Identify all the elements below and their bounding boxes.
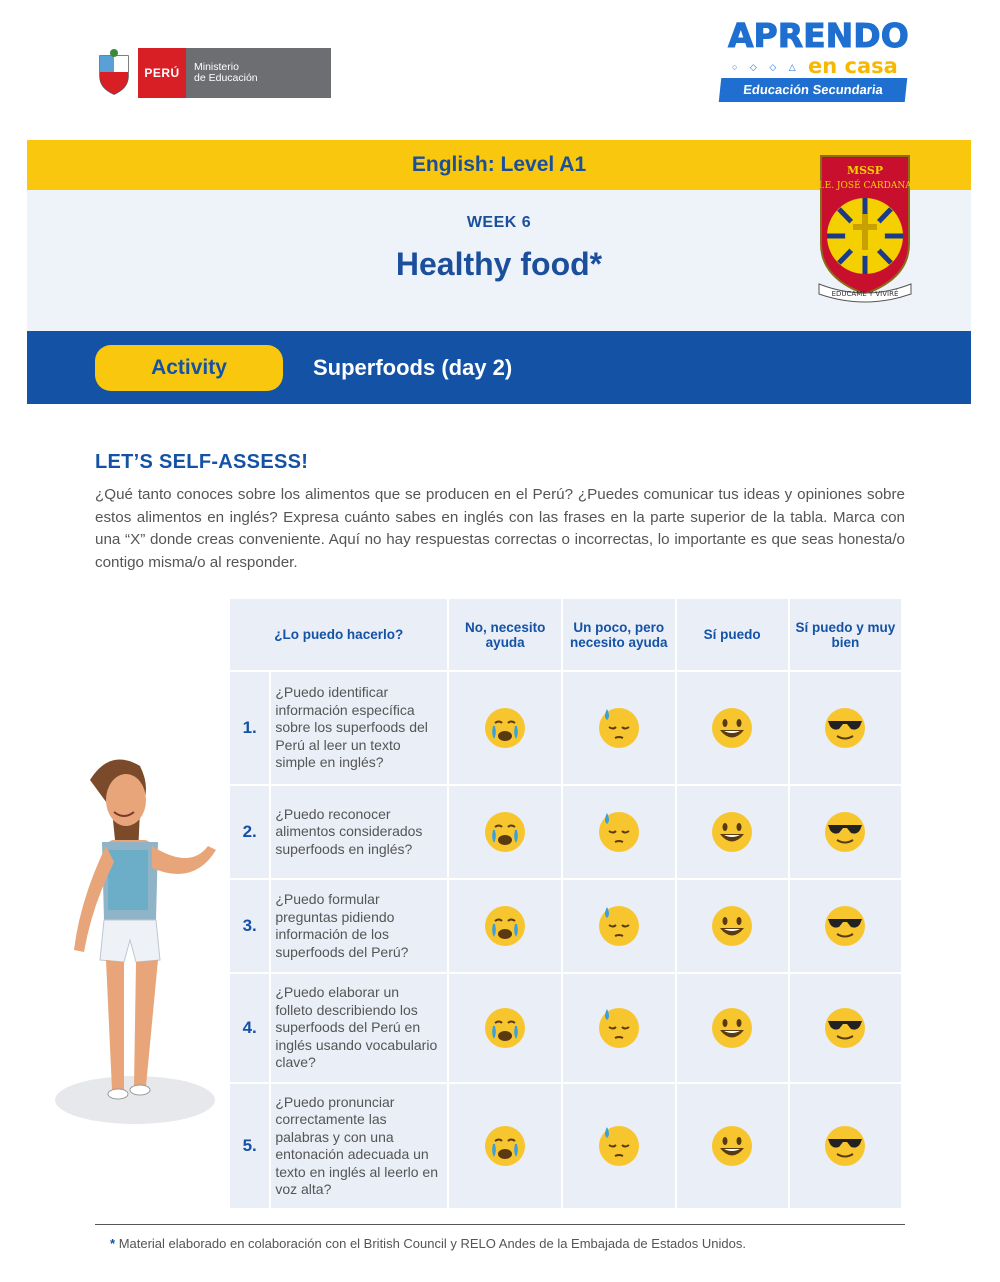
- sunglasses-face-icon: [824, 1125, 866, 1167]
- crying-face-icon: [484, 811, 526, 853]
- brand-line1: APRENDO: [728, 16, 909, 55]
- row-number: 5.: [230, 1084, 269, 1208]
- crying-face-icon: [484, 1007, 526, 1049]
- answer-cell-2[interactable]: [563, 880, 675, 972]
- self-assess-instructions: ¿Qué tanto conoces sobre los alimentos que se producen en el Perú? ¿Puedes comunicar tus ideas y opiniones sobre estos alimentos en inglés? Expresa cuánto sabes en inglés con las frases en la parte superior de la tabla. Marca con una “X” donde creas conveniente. Aquí no hay respuestas correctas o incorrectas, lo importante es que seas honesta/o contigo misma/o al responder.: [95, 486, 905, 571]
- smiling-face-icon: [711, 707, 753, 749]
- footer-asterisk: *: [110, 1236, 116, 1251]
- page-title: Healthy food*: [395, 246, 603, 282]
- self-assessment-table: [228, 597, 903, 1210]
- answer-cell-2[interactable]: [563, 974, 675, 1082]
- self-assess-title: LET’S SELF-ASSESS!: [95, 451, 309, 473]
- crying-face-icon: [484, 905, 526, 947]
- table-row: [230, 786, 901, 878]
- sunglasses-face-icon: [824, 811, 866, 853]
- activity-bar: [27, 331, 971, 404]
- answer-cell-2[interactable]: [563, 786, 675, 878]
- smiling-face-icon: [711, 811, 753, 853]
- footer-divider: [95, 1224, 905, 1225]
- row-statement: ¿Puedo reconocer alimentos considerados superfoods en inglés?: [271, 786, 447, 878]
- answer-cell-1[interactable]: [449, 786, 561, 878]
- table-row: [230, 974, 901, 1082]
- table-row: [230, 672, 901, 784]
- row-number: 1.: [230, 672, 269, 784]
- answer-cell-4[interactable]: [790, 880, 901, 972]
- sweat-face-icon: [598, 811, 640, 853]
- smiling-face-icon: [711, 1007, 753, 1049]
- week-label: WEEK 6: [466, 214, 532, 231]
- peru-coat-of-arms-icon: [94, 48, 134, 96]
- brand-banner: Educación Secundaria: [719, 78, 908, 102]
- answer-cell-2[interactable]: [563, 1084, 675, 1208]
- smiling-face-icon: [711, 905, 753, 947]
- row-number: 4.: [230, 974, 269, 1082]
- header-no-help: No, necesito ayuda: [449, 599, 561, 670]
- sunglasses-face-icon: [824, 905, 866, 947]
- sweat-face-icon: [598, 1007, 640, 1049]
- answer-cell-3[interactable]: [677, 672, 788, 784]
- crying-face-icon: [484, 1125, 526, 1167]
- header-very-well: Sí puedo y muy bien: [790, 599, 901, 670]
- answer-cell-1[interactable]: [449, 672, 561, 784]
- crest-school-text: I.E. JOSÉ CARDANA: [818, 181, 912, 191]
- footer-note: [110, 1236, 746, 1251]
- girl-illustration: [40, 750, 230, 1150]
- table-row: [230, 1084, 901, 1208]
- answer-cell-3[interactable]: [677, 1084, 788, 1208]
- crest-top-text: MSSP: [846, 164, 884, 177]
- level-label: English: Level A1: [411, 153, 587, 176]
- answer-cell-4[interactable]: [790, 974, 901, 1082]
- header-a-little: Un poco, pero necesito ayuda: [563, 599, 675, 670]
- answer-cell-4[interactable]: [790, 672, 901, 784]
- answer-cell-1[interactable]: [449, 880, 561, 972]
- table-header-row: [230, 599, 901, 670]
- answer-cell-2[interactable]: [563, 672, 675, 784]
- answer-cell-1[interactable]: [449, 974, 561, 1082]
- answer-cell-3[interactable]: [677, 880, 788, 972]
- sweat-face-icon: [598, 905, 640, 947]
- sunglasses-face-icon: [824, 1007, 866, 1049]
- row-statement: ¿Puedo formular preguntas pidiendo información de los superfoods del Perú?: [271, 880, 447, 972]
- row-statement: ¿Puedo elaborar un folleto describiendo los superfoods del Perú en inglés usando vocabulario clave?: [271, 974, 447, 1082]
- header-question: ¿Lo puedo hacerlo?: [230, 599, 447, 670]
- aprendo-en-casa-logo: [718, 16, 908, 106]
- crest-motto-text: EDUCAME Y VIVIRÉ: [831, 290, 899, 298]
- ministry-logo: [94, 48, 331, 98]
- row-statement: ¿Puedo identificar información específica sobre los superfoods del Perú al leer un texto simple en inglés?: [271, 672, 447, 784]
- ministry-name: Ministerio de Educación: [186, 48, 331, 98]
- answer-cell-3[interactable]: [677, 786, 788, 878]
- sweat-face-icon: [598, 707, 640, 749]
- row-statement: ¿Puedo pronunciar correctamente las palabras y con una entonación adecuada un texto en inglés al leerlo en voz alta?: [271, 1084, 447, 1208]
- smiling-face-icon: [711, 1125, 753, 1167]
- activity-pill: Activity: [95, 345, 283, 391]
- footer-text: Material elaborado en colaboración con el British Council y RELO Andes de la Embajada de Estados Unidos.: [118, 1236, 746, 1251]
- sunglasses-face-icon: [824, 707, 866, 749]
- row-number: 3.: [230, 880, 269, 972]
- answer-cell-1[interactable]: [449, 1084, 561, 1208]
- sweat-face-icon: [598, 1125, 640, 1167]
- answer-cell-3[interactable]: [677, 974, 788, 1082]
- answer-cell-4[interactable]: [790, 1084, 901, 1208]
- activity-subtitle: Superfoods (day 2): [313, 355, 513, 380]
- crying-face-icon: [484, 707, 526, 749]
- country-label: PERÚ: [138, 48, 186, 98]
- brand-line2: en casa: [808, 54, 898, 78]
- brand-shapes: ○ ◇ ◇ △: [732, 62, 801, 72]
- school-crest-icon: [813, 152, 917, 304]
- header-yes: Sí puedo: [677, 599, 788, 670]
- answer-cell-4[interactable]: [790, 786, 901, 878]
- table-row: [230, 880, 901, 972]
- row-number: 2.: [230, 786, 269, 878]
